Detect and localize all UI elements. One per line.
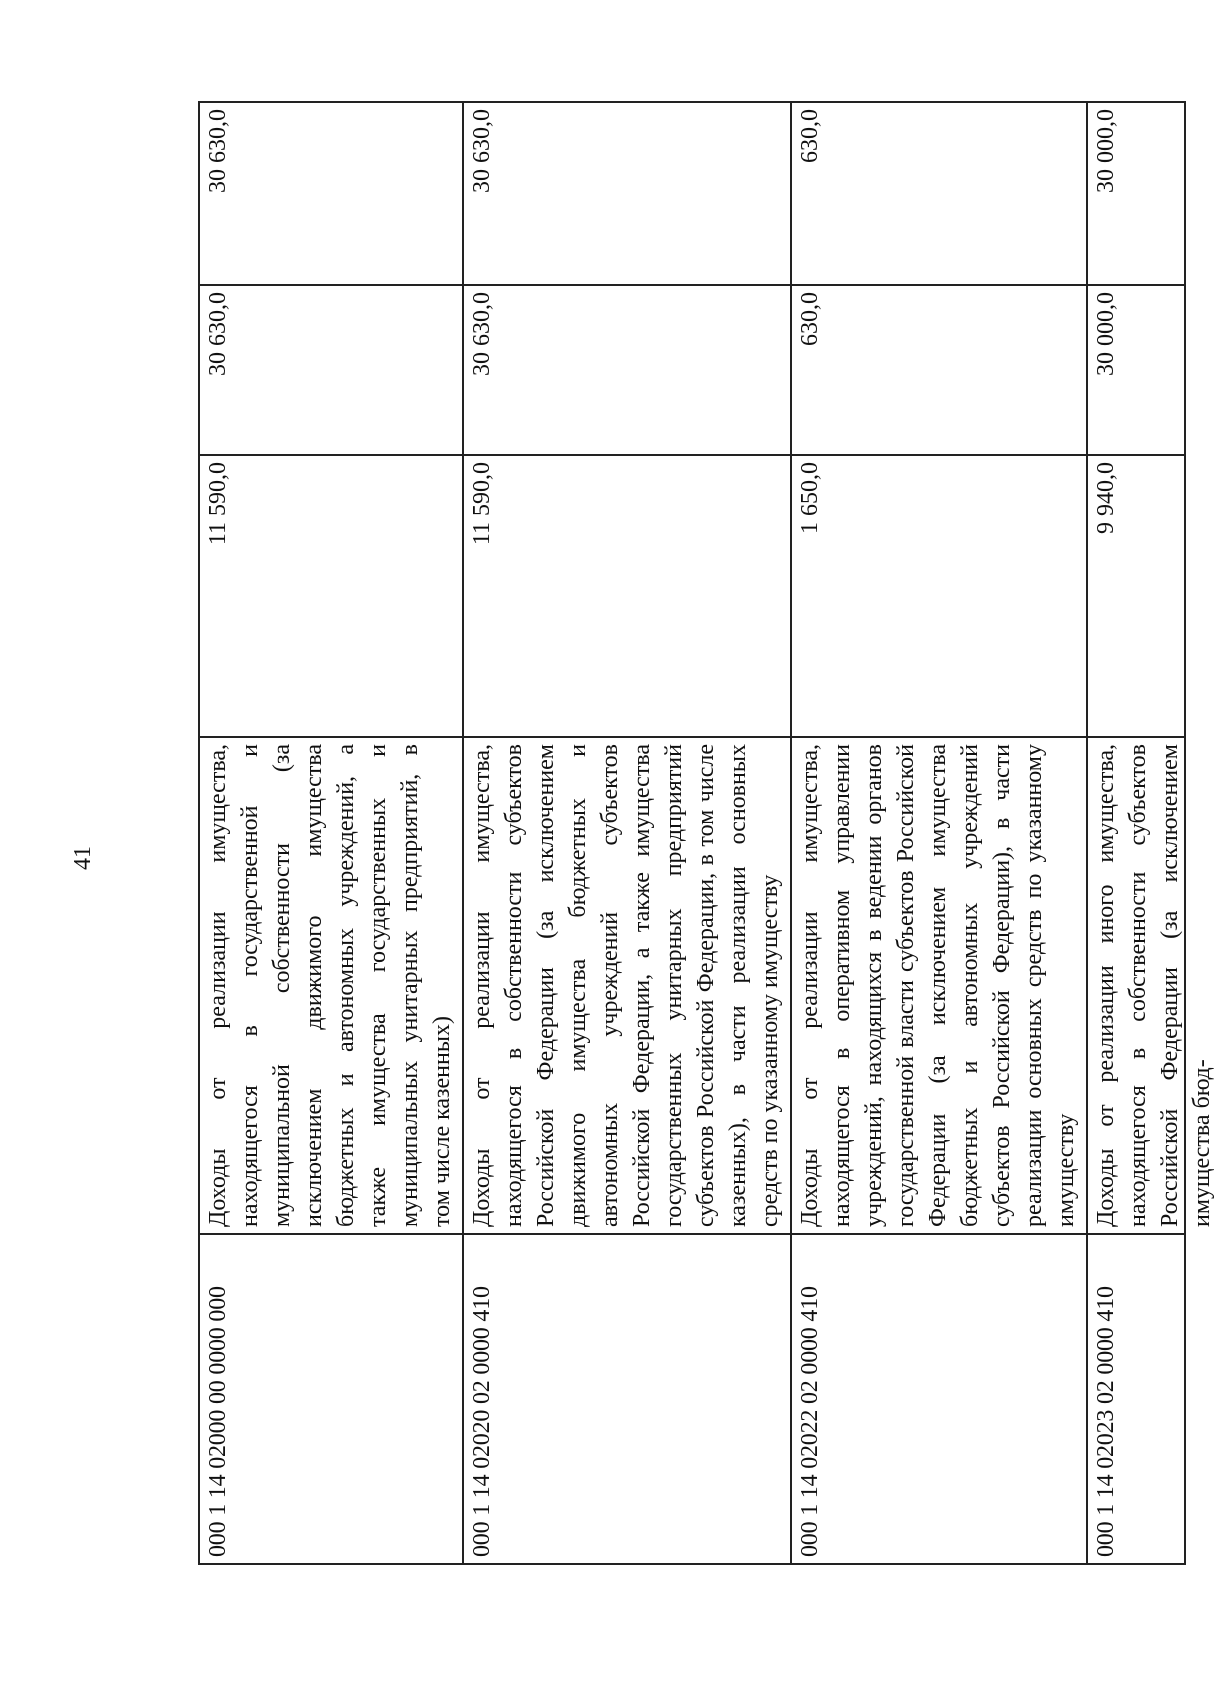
value-cell-1: 11 590,0 (463, 455, 791, 737)
table-row (199, 102, 463, 1564)
table-row (463, 102, 791, 1564)
revenue-name-cell: Доходы от реализации имущества, находящегося в государственной и муниципальной собственности (за исключением движимого имущества бюджетных и автономных учреждений, а также имущества государственных и муниципальных унитарных предприятий, в том числе казенных) (199, 737, 463, 1234)
revenue-name-cell (1087, 737, 1215, 1234)
value-cell-3: 630,0 (791, 102, 1087, 285)
value-cell-1: 9 940,0 (1087, 455, 1185, 737)
revenue-table (198, 101, 1215, 1565)
value-cell-2: 30 000,0 (1087, 285, 1185, 455)
value-cell-3: 30 000,0 (1087, 102, 1185, 285)
revenue-name-cell: Доходы от реализации имущества, находящегося в оперативном управлении учреждений, находящихся в ведении органов государственной власти субъектов Российской Федерации (за исключением имущества бюджетных и автономных учреждений субъектов Российской Федерации), в части реализации основных средств по указанному имуществу (791, 737, 1087, 1234)
value-cell-3: 30 630,0 (463, 102, 791, 285)
budget-code-cell: 000 1 14 02022 02 0000 410 (791, 1234, 1087, 1564)
value-cell-2: 30 630,0 (199, 285, 463, 455)
budget-code-cell: 000 1 14 02023 02 0000 410 (1087, 1234, 1185, 1564)
table-row (1087, 102, 1185, 1564)
revenue-name-text: Доходы от реализации иного имущества, находящегося в собственности субъектов Российской Федерации (за исключением имущества бюд- (1093, 744, 1215, 1227)
page-number: 41 (70, 846, 96, 870)
budget-code-cell: 000 1 14 02020 02 0000 410 (463, 1234, 791, 1564)
revenue-name-cell: Доходы от реализации имущества, находящегося в собственности субъектов Российской Федерации (за исключением движимого имущества бюджетных и автономных учреждений субъектов Российской Федерации, а также имущества государственных унитарных предприятий субъектов Российской Федерации, в том числе казенных), в части реализации основных средств по указанному имуществу (463, 737, 791, 1234)
value-cell-1: 1 650,0 (791, 455, 1087, 737)
value-cell-2: 630,0 (791, 285, 1087, 455)
value-cell-2: 30 630,0 (463, 285, 791, 455)
value-cell-3: 30 630,0 (199, 102, 463, 285)
budget-code-cell: 000 1 14 02000 00 0000 000 (199, 1234, 463, 1564)
value-cell-1: 11 590,0 (199, 455, 463, 737)
table-row (791, 102, 1087, 1564)
